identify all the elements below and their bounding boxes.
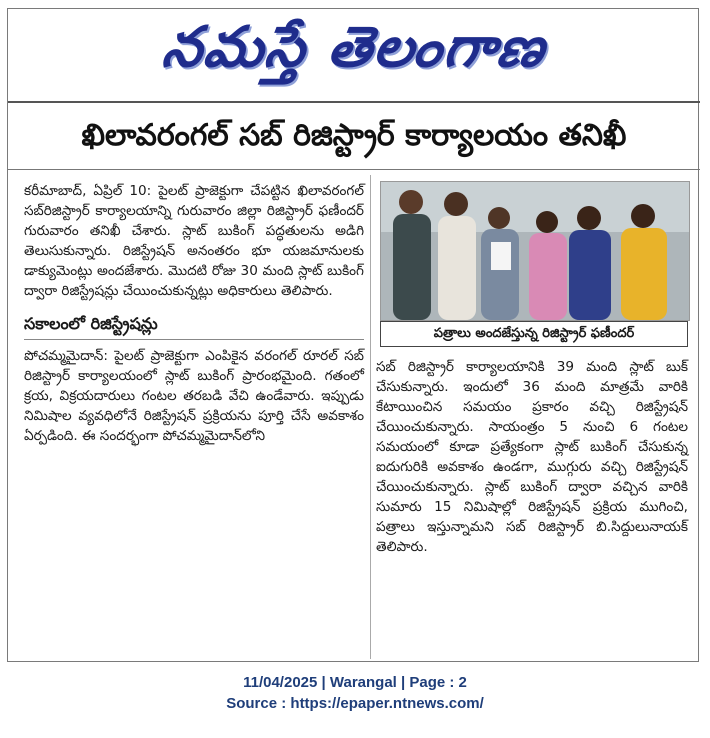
- left-paragraph-2: పోచమ్మమైదాన్: పైలట్ ప్రాజెక్టుగా ఎంపికైన వరంగల్ రూరల్ సబ్ రిజిస్ట్రార్ కార్యాలయంలో స్లాట్ బుకింగ్ ప్రారంభమైంది. గతంలో క్రయ, విక్రయదారులు గంటల తరబడి వేచి ఉండేవారు. ఇప్పుడు నిమిషాల వ్యవధిలోనే రిజిస్ట్రేషన్ ప్రక్రియను పూర్తి చేసే అవకాశం ఏర్పడింది. ఈ సందర్భంగా పోచమ్మమైదాన్‌లోని: [24, 348, 364, 444]
- masthead-divider: [8, 101, 700, 103]
- subheading-rule: [24, 339, 364, 340]
- photo-illustration: [381, 182, 689, 320]
- footer-source-link[interactable]: Source : https://epaper.ntnews.com/: [226, 695, 484, 712]
- left-paragraph-1: కరీమాబాద్, ఏప్రిల్ 10: పైలట్ ప్రాజెక్టుగా చేపట్టిన ఖిలావరంగల్ సబ్‌రిజిస్ట్రార్ కార్యాలయాన్ని గురువారం జిల్లా రిజిస్ట్రార్ ఫణీందర్ గురువారం తనిఖీ చేశారు. స్లాట్ బుకింగ్ పద్ధతులను అడిగి తెలుసుకున్నారు. రిజిస్ట్రేషన్ అనంతరం భూ యజమానులకు డాక్యుమెంట్లు అందజేశారు. మొదటి రోజు 30 మంది స్లాట్ బుకింగ్ ద్వారా రిజిస్ట్రేషన్లు చేయించుకున్నట్లు అధికారులు తెలిపారు.: [24, 183, 364, 299]
- news-photo: [380, 181, 690, 321]
- masthead-logo: నమస్తే తెలంగాణ: [158, 15, 551, 80]
- news-clipping: [7, 8, 699, 662]
- left-column: [24, 181, 364, 446]
- source-footer: [0, 672, 710, 714]
- article-headline: ఖిలావరంగల్ సబ్ రిజిస్ట్రార్ కార్యాలయం తనిఖీ: [81, 118, 627, 153]
- footer-date-edition: 11/04/2025 | Warangal | Page : 2: [243, 674, 467, 691]
- right-column: [376, 357, 688, 557]
- column-divider: [370, 175, 371, 659]
- photo-caption: పత్రాలు అందజేస్తున్న రిజిస్ట్రార్ ఫణీందర్: [380, 321, 688, 347]
- masthead: [8, 9, 700, 101]
- subheading: సకాలంలో రిజిస్ట్రేషన్లు: [24, 314, 158, 333]
- headline-divider: [8, 169, 700, 170]
- right-paragraph-1: సబ్ రిజిస్ట్రార్ కార్యాలయానికి 39 మంది స్లాట్ బుక్ చేసుకున్నారు. ఇందులో 36 మంది మాత్రమే వారికి కేటాయించిన సమయం ప్రకారం వచ్చి రిజిస్ట్రేషన్ చేయించుకున్నారు. సాయంత్రం 5 నుంచి 6 గంటల సమయంలో కూడా ప్రత్యేకంగా స్లాట్ బుకింగ్ చేసుకున్న ఐదుగురికి అవకాశం ఉండగా, ముగ్గురు వచ్చి రిజిస్ట్రేషన్ చేయించుకున్నారు. స్లాట్ బుకింగ్ ద్వారా వచ్చిన వారికి సుమారు 15 నిమిషాల్లో రిజిస్ట్రేషన్ ప్రక్రియ ముగించి, పత్రాలు ఇస్తున్నామని సబ్ రిజిస్ట్రార్ బి.సిద్దులునాయక్ తెలిపారు.: [376, 359, 688, 555]
